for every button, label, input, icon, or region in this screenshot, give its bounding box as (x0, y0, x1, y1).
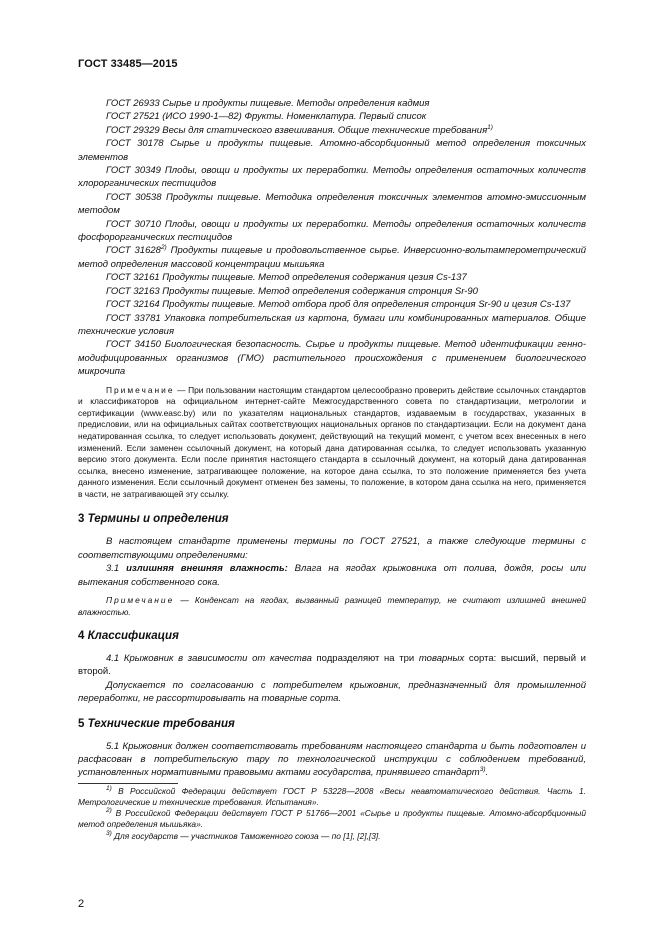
footnote-separator (78, 783, 178, 784)
section-3-body (78, 535, 586, 589)
reference-item: ГОСТ 30178 Сырье и продукты пищевые. Атомно-абсорбционный метод определения токсичных элементов (78, 138, 586, 163)
reference-item: ГОСТ 32161 Продукты пищевые. Метод определения содержания цезия Cs-137 (106, 272, 467, 284)
document-page (78, 58, 586, 842)
section-3-heading: 3 Термины и определения (78, 513, 229, 526)
references-note (78, 385, 586, 501)
section-5-heading: 5 Технические требования (78, 717, 235, 730)
footnote-ref: 3) (479, 766, 486, 774)
section-4-heading: 4 Классификация (78, 629, 179, 642)
footnote-ref: 1) (487, 123, 493, 131)
reference-item: ГОСТ 30710 Плоды, овощи и продукты их переработки. Методы определения остаточных количеств фосфорорганических пестицидов (78, 218, 586, 244)
note-text: — При пользовании настоящим стандартом целесообразно проверить действие ссылочных стандартов и классификаторов на официальном интернет-сайте Межгосударственного совета по стандартизации, метрологии и сертификации (www.easc.by) или по указателям национальных стандартов, издаваемым в государствах, указанных в предисловии, или на официальных сайтах соответствующих национальных органов по стандартизации. Если на документ дана недатированная ссылка, то следует использовать документ, действующий на текущий момент, с учетом всех внесенных в него изменений. Если заменен ссылочный документ, на который дана датированная ссылка, то следует использовать указанную версию этого документа. Если после принятия настоящего стандарта в ссылочный документ, на который дана датированная ссылка, внесено изменение, затрагивающее положение, на которое дана ссылка, то это положение применяется без учета данного изменения. Если ссылочный документ отменен без замены, то положение, в котором дана ссылка на него, применяется в части, не затрагивающей эту ссылку. (78, 384, 586, 499)
term-definition: 3.1 излишняя внешняя влажность: Влага на ягодах крыжовника от полива, дождя, росы или вытекания собственного сока. (78, 563, 586, 588)
reference-item: ГОСТ 34150 Биологическая безопасность. Сырье и продукты пищевые. Метод идентификации генно-модифицированных организмов (ГМО) растительного происхождения с применением биологического микрочипа (78, 339, 586, 378)
reference-item: ГОСТ 29329 Весы для статического взвешивания. Общие технические требования$^{1)}$ (106, 123, 493, 136)
section-4-body (78, 652, 586, 706)
reference-item: ГОСТ 32163 Продукты пищевые. Метод определения содержания стронция Sr-90 (106, 285, 478, 297)
reference-item: ГОСТ 32164 Продукты пищевые. Метод отбора проб для определения стронция Sr-90 и цезия Cs-137 (106, 299, 571, 311)
reference-item: ГОСТ 30538 Продукты пищевые. Методика определения токсичных элементов атомно-эмиссионным методом (78, 191, 586, 217)
section-4-paragraph: Допускается по согласованию с потребителем крыжовник, предназначенный для промышленной переработки, не рассортировывать на товарные сорта. (78, 679, 586, 705)
reference-item: ГОСТ 27521 (ИСО 1990-1—82) Фрукты. Номенклатура. Первый список (106, 111, 427, 123)
footnote-ref: 2) (160, 244, 167, 252)
footnotes (78, 786, 586, 842)
footnote: $^{1)}$ В Российской Федерации действует ГОСТ Р 53228—2008 «Весы неавтоматического действия. Часть 1. Метрологические и технические требования. Испытания». (78, 784, 586, 807)
section-5-body (78, 740, 586, 780)
section-3-note: Примечание — Конденсат на ягодах, вызванный разницей температур, не считают излишней внешней влажностью. (78, 595, 586, 617)
footnote: $^{2)}$ В Российской Федерации действует ГОСТ Р 51766—2001 «Сырье и продукты пищевые. Атомно-абсорбционный метод определения мышьяка». (78, 807, 586, 830)
page-header: ГОСТ 33485—2015 (78, 58, 178, 70)
reference-item: ГОСТ 31628$^{2)}$ Продукты пищевые и продовольственное сырье. Инверсионно-вольтамперометрический метод определения массовой концентрации мышьяка (78, 244, 587, 270)
reference-item: ГОСТ 30349 Плоды, овощи и продукты их переработки. Методы определения остаточных количеств хлорорганических пестицидов (78, 165, 586, 190)
reference-item: ГОСТ 26933 Сырье и продукты пищевые. Методы определения кадмия (106, 98, 430, 109)
note-label: Примечание (106, 384, 175, 395)
section-3-intro: В настоящем стандарте применены термины по ГОСТ 27521, а также следующие термины с соответствующими определениями: (78, 536, 586, 561)
section-5-paragraph: 5.1 Крыжовник должен соответствовать требованиям настоящего стандарта и быть подготовлен и расфасован в потребительскую тару по технологической инструкции с соблюдением требований, установленных нормативными правовыми актами государства, принявшего стандарт$^{3)}$. (78, 740, 586, 779)
normative-references-list (78, 97, 586, 379)
footnote: $^{3)}$ Для государств — участников Таможенного союза — по [1], [2],[3]. (106, 829, 381, 841)
reference-item: ГОСТ 33781 Упаковка потребительская из картона, бумаги или комбинированных материалов. Общие технические условия (78, 312, 586, 337)
page-number: 2 (78, 898, 85, 910)
section-4-paragraph: 4.1 Крыжовник в зависимости от качества подразделяют на три товарных сорта: высший, первый и второй. (78, 652, 586, 678)
